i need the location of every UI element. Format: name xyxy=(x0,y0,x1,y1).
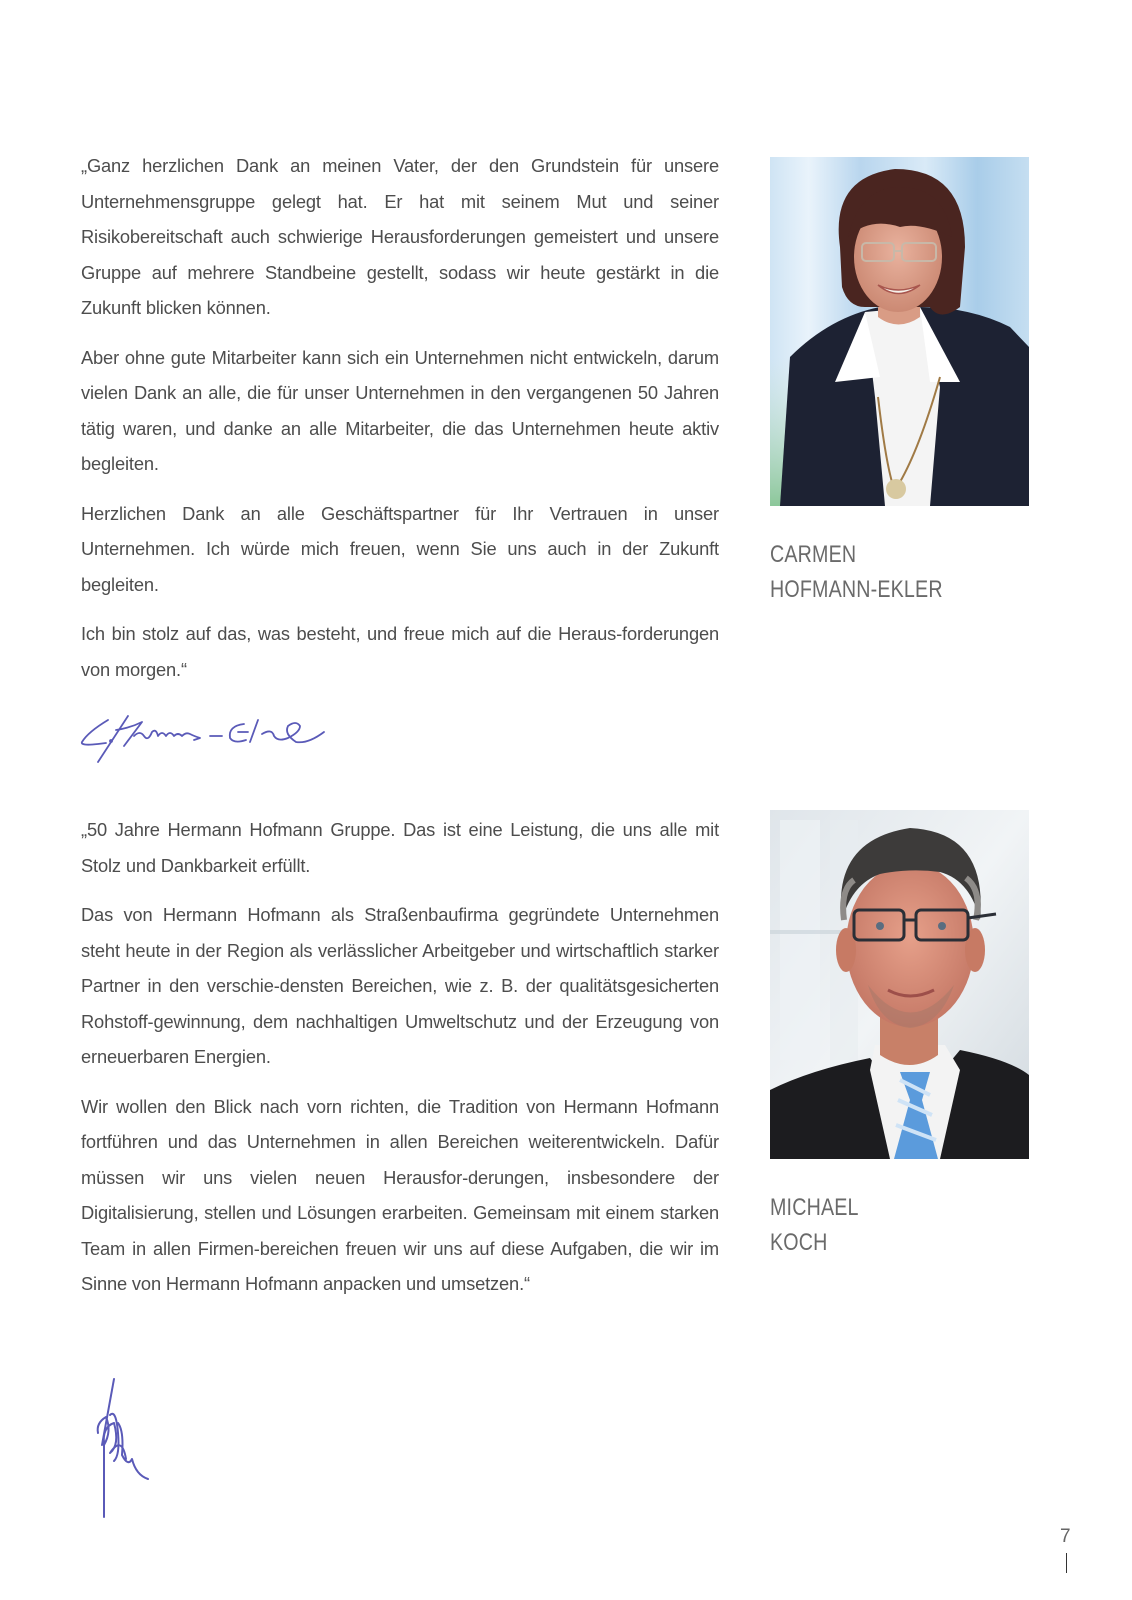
signature-carmen-hofmann-ekler xyxy=(78,708,338,778)
first-name: MICHAEL xyxy=(770,1194,859,1221)
signature-michael-koch xyxy=(88,1375,158,1525)
statement-michael-koch xyxy=(81,812,719,1316)
person-name-carmen-hofmann-ekler xyxy=(770,537,943,607)
statement-carmen-hofmann-ekler xyxy=(81,148,719,701)
paragraph: Wir wollen den Blick nach vorn richten, die Tradition von Hermann Hofmann fortführen und das Unternehmen in allen Bereichen weiterentwickeln. Dafür müssen wir uns vielen neuen Herausfor-derungen, insbesondere der Digitalisierung, stellen und Lösungen erarbeiten. Gemeinsam mit einem starken Team in allen Firmen-bereichen freuen wir uns auf diese Aufgaben, die wir im Sinne von Hermann Hofmann anpacken und umsetzen.“ xyxy=(81,1095,719,1294)
paragraph: Aber ohne gute Mitarbeiter kann sich ein Unternehmen nicht entwickeln, darum vielen Dank an alle, die für unser Unternehmen in den vergangenen 50 Jahren tätig waren, und danke an alle Mitarbeiter, die das Unternehmen heute aktiv begleiten. xyxy=(81,346,719,474)
page-marker-line xyxy=(1066,1553,1067,1573)
page-number: 7 xyxy=(1060,1526,1071,1547)
paragraph: Ich bin stolz auf das, was besteht, und freue mich auf die Heraus-forderungen von morgen.“ xyxy=(81,623,719,680)
last-name: HOFMANN-EKLER xyxy=(770,576,943,603)
paragraph: Herzlichen Dank an alle Geschäftspartner für Ihr Vertrauen in unser Unternehmen. Ich würde mich freuen, wenn Sie uns auch in der Zukunft begleiten. xyxy=(81,502,719,595)
first-name: CARMEN xyxy=(770,541,857,568)
paragraph: „Ganz herzlichen Dank an meinen Vater, der den Grundstein für unsere Unternehmensgruppe gelegt hat. Er hat mit seinem Mut und seiner Risikobereitschaft auch schwierige Herausforderungen gemeistert und unsere Gruppe auf mehrere Standbeine gestellt, sodass wir heute gestärkt in die Zukunft blicken können. xyxy=(81,155,719,318)
paragraph: „50 Jahre Hermann Hofmann Gruppe. Das ist eine Leistung, die uns alle mit Stolz und Dankbarkeit erfüllt. xyxy=(81,819,719,876)
portrait-photo-michael xyxy=(770,810,1029,1159)
person-name-michael-koch xyxy=(770,1190,859,1260)
last-name: KOCH xyxy=(770,1229,828,1256)
paragraph: Das von Hermann Hofmann als Straßenbaufirma gegründete Unternehmen steht heute in der Region als verlässlicher Arbeitgeber und wirtschaftlich starker Partner in den verschie-densten Bereichen, wie z. B. der qualitätsgesicherten Rohstoff-gewinnung, dem nachhaltigen Umweltschutz und der Erzeugung von erneuerbaren Energien. xyxy=(81,904,719,1067)
portrait-photo-carmen xyxy=(770,157,1029,506)
